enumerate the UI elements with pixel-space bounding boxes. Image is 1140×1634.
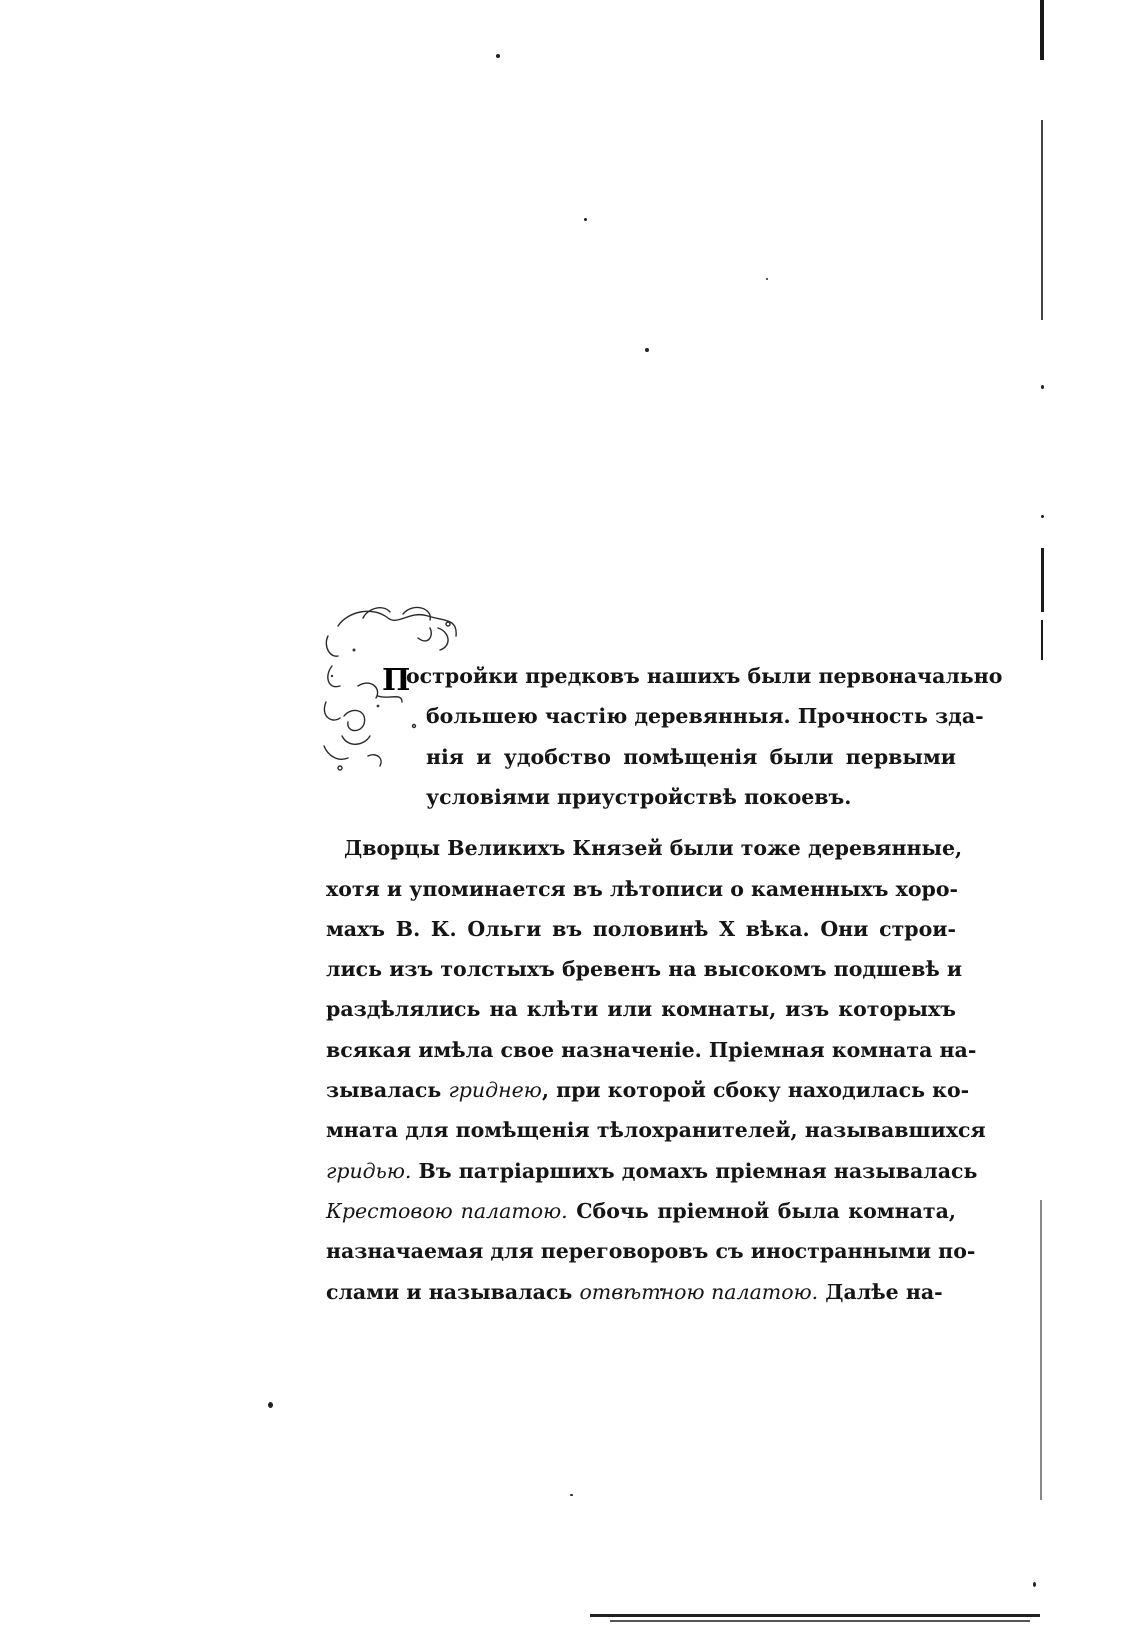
text-segment: Далѣе на- — [818, 1279, 943, 1304]
text-segment: зывалась — [326, 1078, 449, 1102]
text-segment: мната для помѣщенія тѣлохранителей, называвшихся — [326, 1118, 986, 1143]
text-line — [326, 1155, 978, 1187]
text-segment: лись изъ толстыхъ бревенъ на высокомъ подшевѣ и — [326, 957, 963, 982]
speck — [1033, 1582, 1036, 1587]
speck — [496, 54, 500, 58]
text-segment: Дворцы Великихъ Князей были тоже деревянные, — [344, 836, 963, 861]
scan-edge-line — [1041, 620, 1043, 660]
text-line — [326, 913, 956, 945]
text-line — [326, 1235, 976, 1267]
italic-term: отвѣтною палатою. — [579, 1279, 819, 1304]
scan-edge-line — [1041, 120, 1043, 320]
text-segment: махъ В. К. Ольги въ половинѣ X вѣка. Они строи- — [326, 916, 956, 941]
text-line — [326, 1074, 970, 1106]
text-line — [326, 1195, 956, 1227]
text-segment: Сбочь пріемной была комната, — [567, 1198, 956, 1223]
speck — [1041, 515, 1044, 518]
text-line — [326, 993, 956, 1025]
speck — [584, 218, 587, 221]
text-line — [326, 1114, 986, 1146]
text-line — [344, 832, 963, 864]
speck — [268, 1402, 273, 1408]
text-segment: назначаемая для переговоровъ съ иностранными по- — [326, 1239, 976, 1264]
text-segment: всякая имѣла свое назначеніе. Пріемная комната на- — [326, 1037, 977, 1062]
text-segment: хотя и упоминается въ лѣтописи о каменныхъ хоро- — [326, 876, 959, 901]
scan-edge-line — [1041, 548, 1044, 612]
bottom-scan-rule — [610, 1620, 1030, 1622]
text-line: нія и удобство помѣщенія были первыми — [426, 744, 956, 769]
text-line: условіями приустройствѣ покоевъ. — [426, 784, 852, 809]
text-segment: , при которой сбоку находилась ко- — [541, 1078, 970, 1102]
italic-term: Крестовою палатою. — [326, 1198, 568, 1223]
speck — [1041, 385, 1044, 389]
text-segment: Въ патріаршихъ домахъ пріемная называлась — [411, 1158, 978, 1183]
speck — [570, 1494, 573, 1496]
speck — [645, 348, 649, 352]
italic-term: гриднею — [448, 1078, 542, 1102]
text-line — [326, 953, 963, 985]
text-segment: раздѣлялись на клѣти или комнаты, изъ которыхъ — [326, 997, 956, 1022]
text-line: остройки предковъ нашихъ были первоначально — [406, 664, 1003, 688]
text-segment: слами и называлась — [326, 1279, 580, 1304]
text-line — [326, 873, 959, 905]
scan-edge-line — [1040, 1200, 1042, 1500]
drop-cap-letter: П — [382, 663, 411, 698]
italic-term: гридью. — [326, 1158, 412, 1183]
bottom-scan-rule — [590, 1614, 1040, 1617]
scan-edge-line — [1040, 0, 1044, 60]
text-line: большею частію деревянныя. Прочность зда- — [426, 704, 984, 729]
text-line — [326, 1034, 977, 1066]
text-line — [326, 1276, 956, 1308]
speck — [766, 278, 768, 280]
